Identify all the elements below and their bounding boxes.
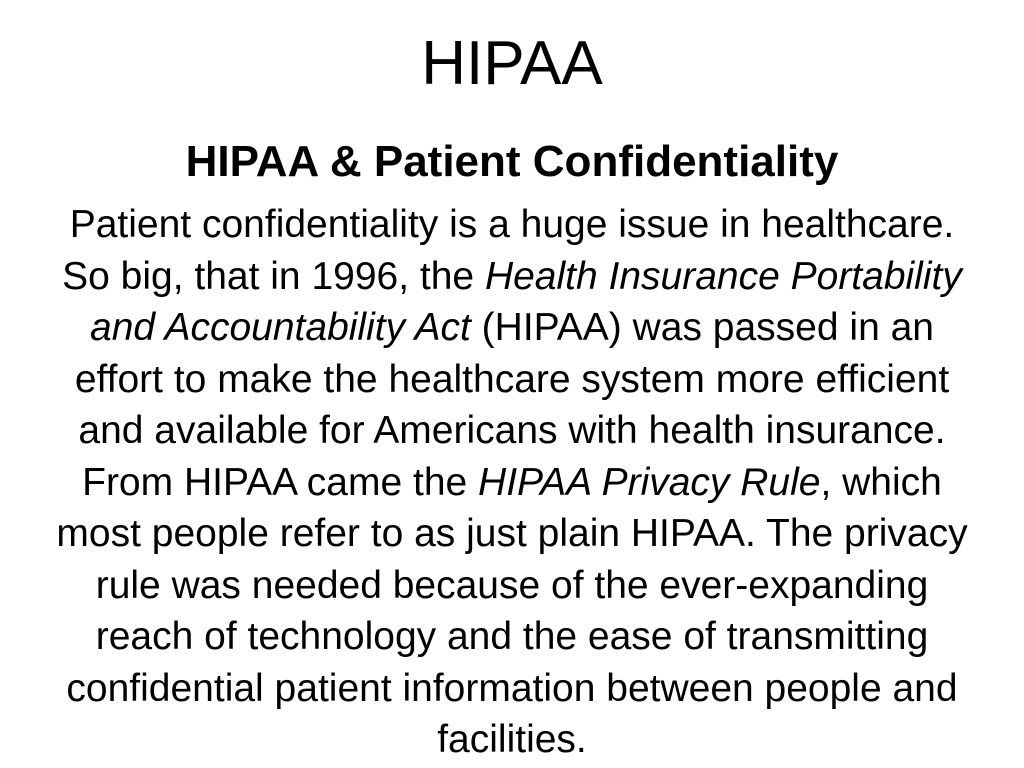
body-line [0, 457, 1024, 509]
text-segment: effort to make the healthcare system more efficient [74, 357, 950, 401]
text-segment: reach of technology and the ease of transmitting [95, 615, 929, 658]
slide-title: HIPAA [421, 29, 603, 98]
body-line [0, 508, 1024, 560]
text-segment: (HIPAA) was passed in an [470, 306, 934, 349]
body-line [0, 251, 1024, 303]
body-line [0, 302, 1024, 354]
slide-subtitle: HIPAA & Patient Confidentiality [185, 137, 839, 186]
text-segment: Patient confidentiality is a huge issue in healthcare. [69, 203, 955, 246]
italic-text: Health Insurance Portability [484, 254, 962, 298]
body-line [0, 611, 1024, 663]
body-line [0, 560, 1024, 612]
text-segment: and available for Americans with health insurance. [78, 409, 946, 452]
text-segment: So big, that in 1996, the [62, 254, 485, 298]
text-segment: , which [820, 460, 942, 504]
italic-text: and Accountability Act [90, 306, 471, 349]
body-line [0, 354, 1024, 406]
text-segment: most people refer to as just plain HIPAA. The privacy [56, 512, 968, 555]
body-line [0, 663, 1024, 715]
text-segment: facilities. [437, 718, 587, 761]
italic-text: HIPAA Privacy Rule [478, 460, 821, 504]
body-line [0, 405, 1024, 457]
body-line [0, 714, 1024, 766]
body-line [0, 199, 1024, 251]
text-segment: From HIPAA came the [82, 460, 479, 504]
body-paragraph [0, 199, 1024, 766]
text-segment: rule was needed because of the ever-expanding [95, 563, 929, 607]
text-segment: confidential patient information between people and [66, 666, 958, 710]
